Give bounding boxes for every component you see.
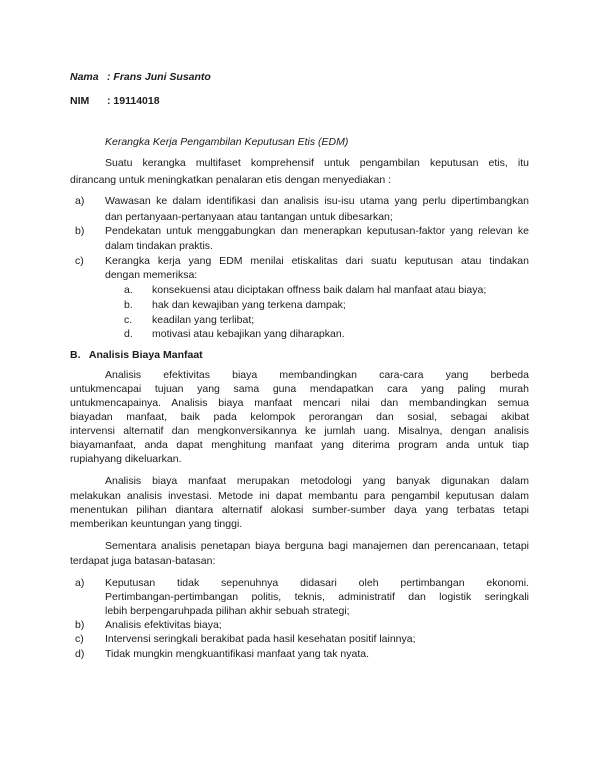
list-marker: b) xyxy=(75,225,85,237)
list-item-line: Tidak mungkin mengkuantifikasi manfaat yang tak nyata. xyxy=(105,648,370,660)
nim-value: : 19114018 xyxy=(107,95,160,107)
sublist-item: konsekuensi atau diciptakan offness baik dalam hal manfaat atau biaya; xyxy=(152,284,487,296)
list-marker: c) xyxy=(75,633,84,645)
nim-label: NIM xyxy=(70,95,90,107)
list-marker: c) xyxy=(75,255,84,267)
paragraph-line: melakukan analisis investasi. Metode ini dapat membantu para pengambil keputusan dalam xyxy=(70,490,529,502)
list-item-line: dalam tindakan praktis. xyxy=(105,240,213,252)
list-item-line: Pertimbangan-pertimbangan politis, teknis, administratif dan logistik seringkali xyxy=(105,591,529,603)
list-marker: a) xyxy=(75,577,85,589)
paragraph-line: biayadan manfaat, baik pada kelompok perorangan dan sosial, sebagai akibat xyxy=(70,411,529,423)
list-marker: b) xyxy=(75,619,85,631)
paragraph-line: untukmencapai tujuan yang sama guna mendapatkan cara yang paling murah xyxy=(70,383,529,395)
paragraph-line: untukmencapainya. Analisis biaya manfaat mencari nilai dan membandingkan semua xyxy=(70,397,529,409)
sublist-item: keadilan yang terlibat; xyxy=(152,314,255,326)
list-marker: d) xyxy=(75,648,85,660)
nama-value: : Frans Juni Susanto xyxy=(107,71,211,83)
section-a-intro-line: Suatu kerangka multifaset komprehensif untuk pengambilan keputusan etis, itu xyxy=(105,157,529,169)
sublist-marker: c. xyxy=(124,314,133,326)
list-item-line: Pendekatan untuk menggabungkan dan menerapkan keputusan-faktor yang relevan ke xyxy=(105,225,529,237)
list-marker: a) xyxy=(75,195,85,207)
list-item-line: dengan memeriksa: xyxy=(105,269,198,281)
list-item-line: lebih berpengaruhpada pilihan akhir sebuah strategi; xyxy=(105,605,350,617)
sublist-item: hak dan kewajiban yang terkena dampak; xyxy=(152,299,346,311)
list-item-line: Intervensi seringkali berakibat pada hasil kesehatan positif lainnya; xyxy=(105,633,416,645)
list-item-line: dan pertanyaan-pertanyaan atau tantangan untuk dibesarkan; xyxy=(105,211,393,223)
paragraph-line: rupiahyang dikeluarkan. xyxy=(70,453,182,465)
sublist-item: motivasi atau kebajikan yang diharapkan. xyxy=(152,328,345,340)
paragraph-line: intervensi alternatif dan mengkonversikannya ke jumlah uang. Misalnya, dengan analisis xyxy=(70,425,529,437)
section-b-title: B. Analisis Biaya Manfaat xyxy=(70,349,203,361)
nama-label: Nama xyxy=(70,71,99,83)
paragraph-line: terdapat juga batasan-batasan: xyxy=(70,555,216,567)
paragraph-line: memberikan keuntungan yang tinggi. xyxy=(70,518,243,530)
list-item-line: Wawasan ke dalam identifikasi dan analisis isu-isu utama yang perlu dipertimbangkan xyxy=(105,195,529,207)
list-item-line: Kerangka kerja yang EDM menilai etiskalitas dari suatu keputusan atau tindakan xyxy=(105,255,529,267)
sublist-marker: a. xyxy=(124,284,133,296)
paragraph-line: biayamanfaat, anda dapat menghitung manfaat yang diterima program anda untuk tiap xyxy=(70,439,529,451)
sublist-marker: d. xyxy=(124,328,133,340)
section-a-intro-line: dirancang untuk meningkatkan penalaran etis dengan menyediakan : xyxy=(70,174,392,186)
paragraph-line: Analisis efektivitas biaya membandingkan cara-cara yang berbeda xyxy=(105,369,529,381)
list-item-line: Analisis efektivitas biaya; xyxy=(105,619,222,631)
list-item-line: Keputusan tidak sepenuhnya didasari oleh pertimbangan ekonomi. xyxy=(105,577,529,589)
paragraph-line: Sementara analisis penetapan biaya berguna bagi manajemen dan perencanaan, tetapi xyxy=(105,540,529,552)
paragraph-line: Analisis biaya manfaat merupakan metodologi yang banyak digunakan dalam xyxy=(105,475,529,487)
sublist-marker: b. xyxy=(124,299,133,311)
section-a-title: Kerangka Kerja Pengambilan Keputusan Etis (EDM) xyxy=(105,136,349,148)
paragraph-line: menentukan pilihan diantara alternatif alokasi sumber-sumber daya yang terbatas tetapi xyxy=(70,504,529,516)
